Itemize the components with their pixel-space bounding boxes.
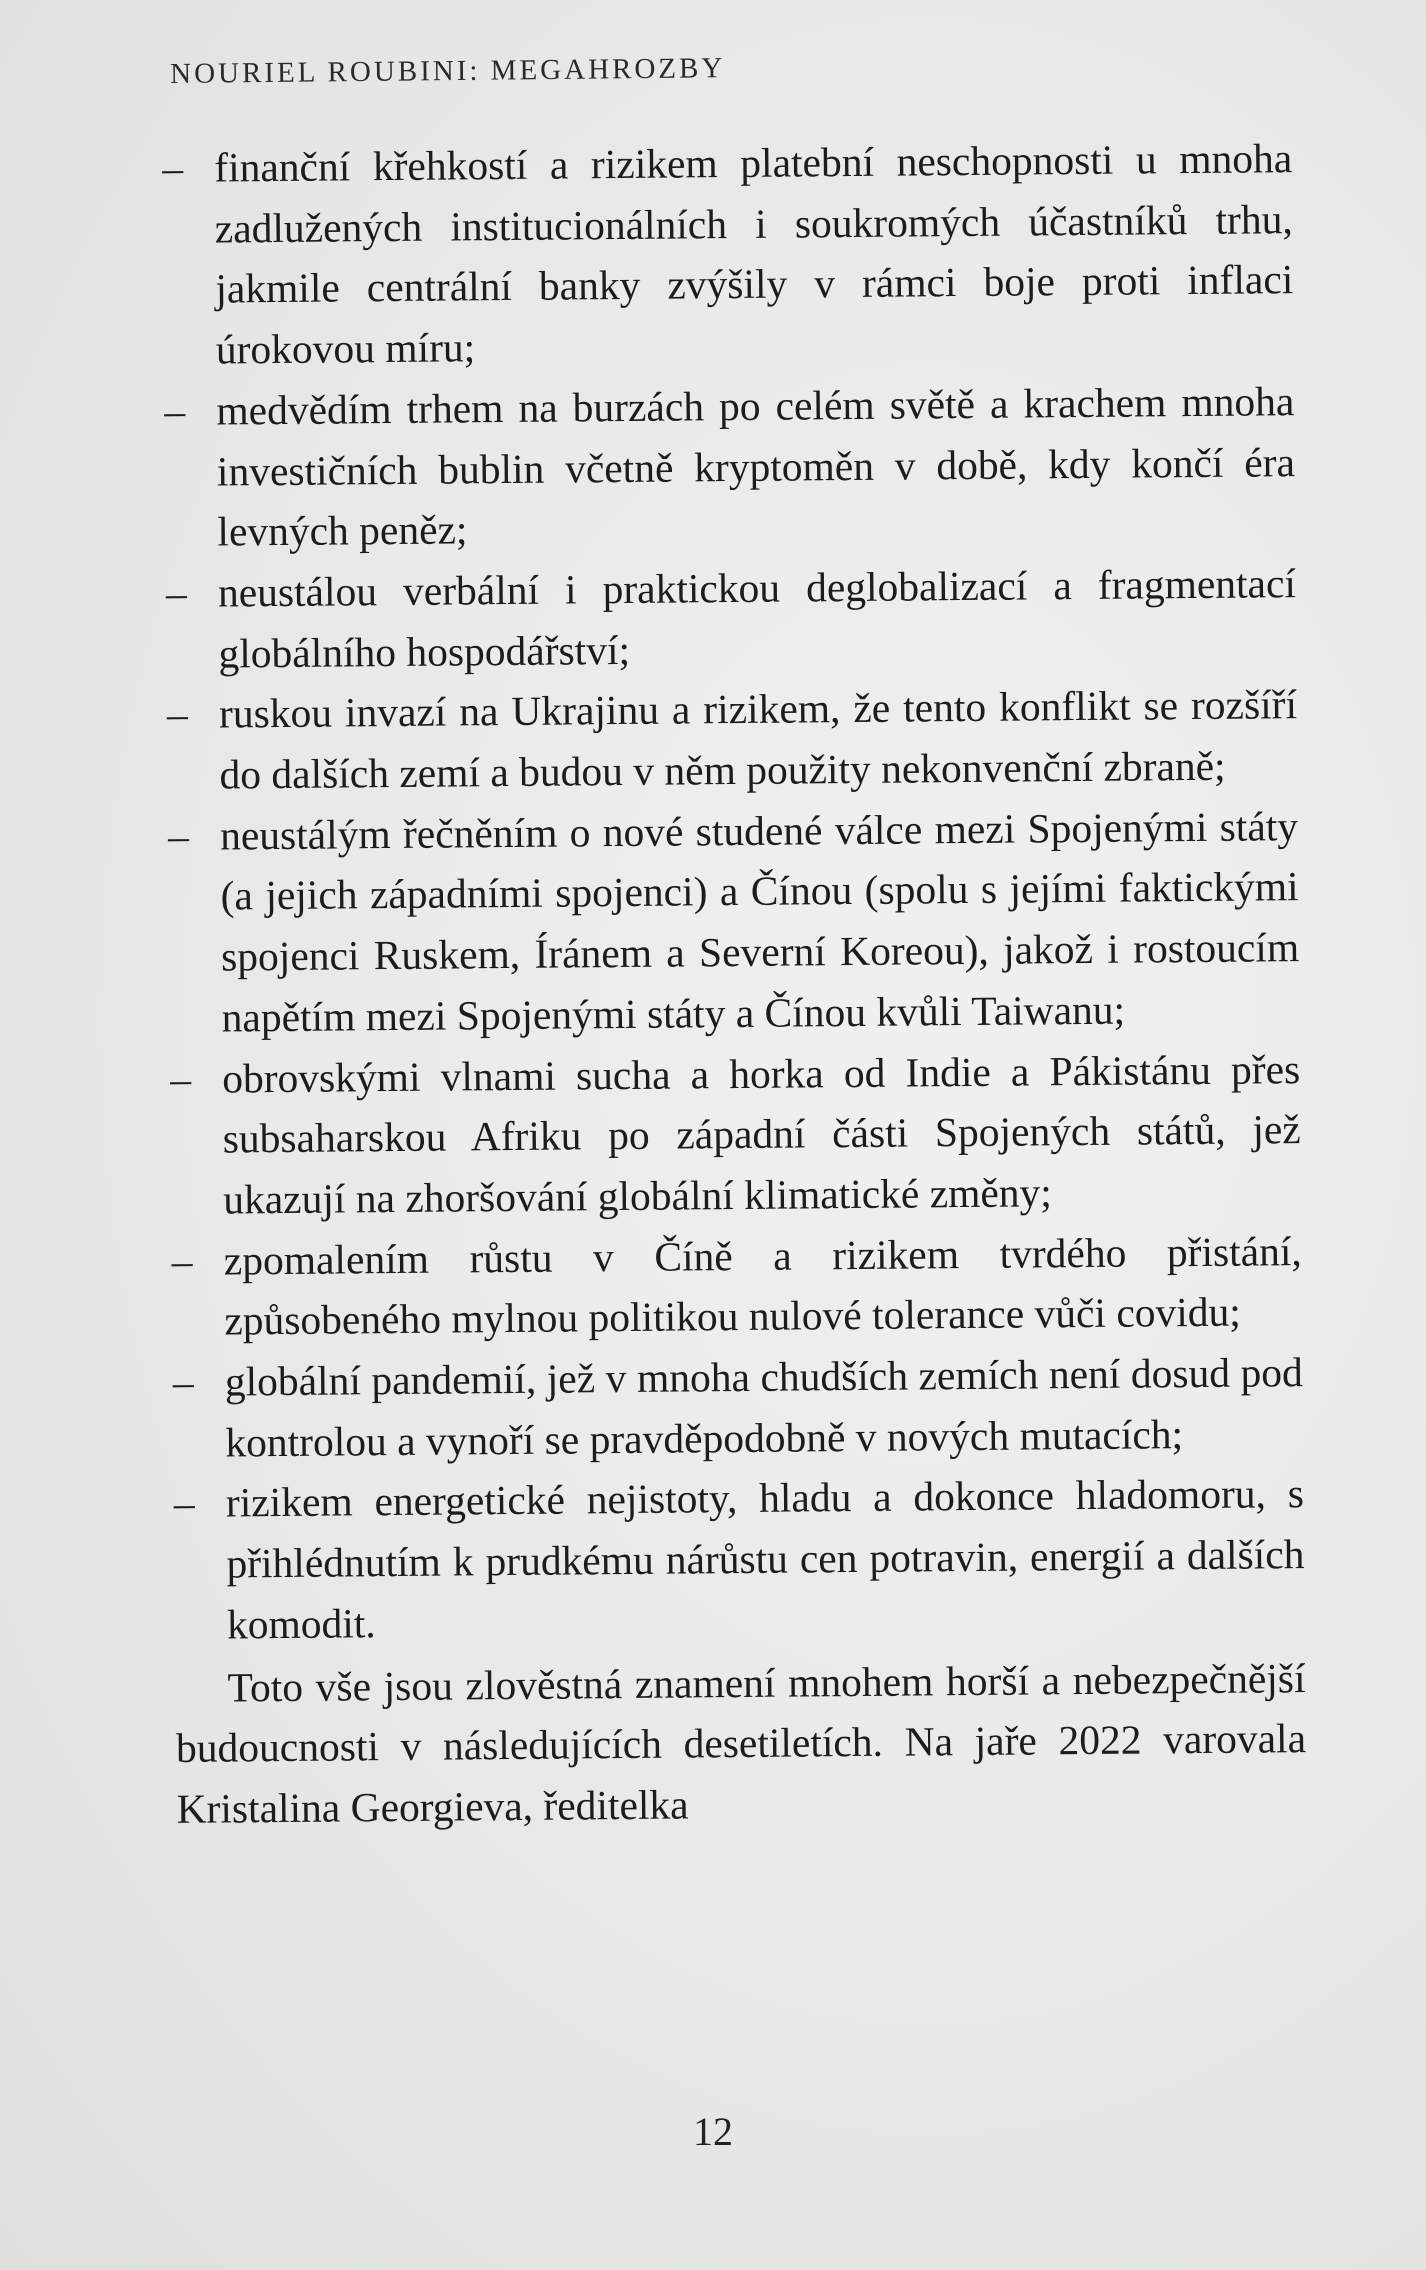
bullet-list xyxy=(162,128,1305,1655)
dash-bullet: – xyxy=(164,387,186,434)
dash-bullet: – xyxy=(166,691,188,738)
list-item xyxy=(164,371,1296,563)
dash-bullet: – xyxy=(172,1358,194,1406)
list-item-text: finanční křehkostí a rizikem platební neschopnosti u mnoha zadlužených institucionálních i soukromých účastníků trhu, jakmile centrální banky zvýšily v rámci boje proti inflaci úrokovou míru; xyxy=(214,135,1294,373)
list-item xyxy=(170,1039,1302,1231)
list-item-text: neustálou verbální i praktickou deglobalizací a fragmentací globálního hospodářství; xyxy=(217,560,1297,677)
running-head: NOURIEL ROUBINI: MEGAHROZBY xyxy=(170,52,726,90)
dash-bullet: – xyxy=(171,1237,193,1284)
closing-paragraph: Toto vše jsou zlověstná znamení mnohem horší a nebezpečnější budoucnosti v následujících desetiletích. Na jaře 2022 varovala Kristalina Georgieva, ředitelka xyxy=(175,1654,1307,1832)
list-item xyxy=(166,553,1297,684)
list-item-text: zpomalením růstu v Číně a rizikem tvrdého přistání, způsobeného mylnou politikou nulové tolerance vůči covidu; xyxy=(223,1227,1302,1344)
dash-bullet: – xyxy=(162,144,184,191)
list-item xyxy=(174,1464,1306,1656)
dash-bullet: – xyxy=(167,812,190,859)
page-number: 12 xyxy=(693,2109,733,2154)
list-item xyxy=(172,1221,1303,1352)
dash-bullet: – xyxy=(165,569,187,616)
list-item-text: ruskou invazí na Ukrajinu a rizikem, že tento konflikt se rozšíří do dalších zemí a budou v něm použity nekonvenční zbraně; xyxy=(218,681,1298,798)
list-item xyxy=(162,128,1294,381)
dash-bullet: – xyxy=(170,1055,192,1102)
list-item xyxy=(167,674,1298,805)
list-item xyxy=(168,796,1300,1049)
list-item-text: obrovskými vlnami sucha a horka od Indie a Pákistánu přes subsaharskou Afriku po západní části Spojených států, jež ukazují na zhoršování globální klimatické změny; xyxy=(222,1045,1301,1223)
list-item-text: medvědím trhem na burzách po celém světě a krachem mnoha investičních bublin včetně kryptoměn v době, kdy končí éra levných peněz; xyxy=(216,377,1296,555)
list-item-text: globální pandemií, jež v mnoha chudších zemích není dosud pod kontrolou a vynoří se pravděpodobně v nových mutacích; xyxy=(224,1349,1304,1466)
list-item-text: neustálým řečněním o nové studené válce mezi Spojenými státy (a jejich západními spojenci) a Čínou (spolu s jejími faktickými spojenci Ruskem, Íránem a Severní Koreou), jakož i rostoucím napětím mezi Spojenými státy a Čínou kvůli Taiwanu; xyxy=(219,802,1300,1041)
dash-bullet: – xyxy=(173,1480,195,1527)
list-item-text: rizikem energetické nejistoty, hladu a dokonce hladomoru, s přihlédnutím k prudkému nárůstu cen potravin, energií a dalších komodit. xyxy=(225,1470,1305,1648)
list-item xyxy=(173,1342,1304,1473)
body-text xyxy=(162,128,1307,1839)
